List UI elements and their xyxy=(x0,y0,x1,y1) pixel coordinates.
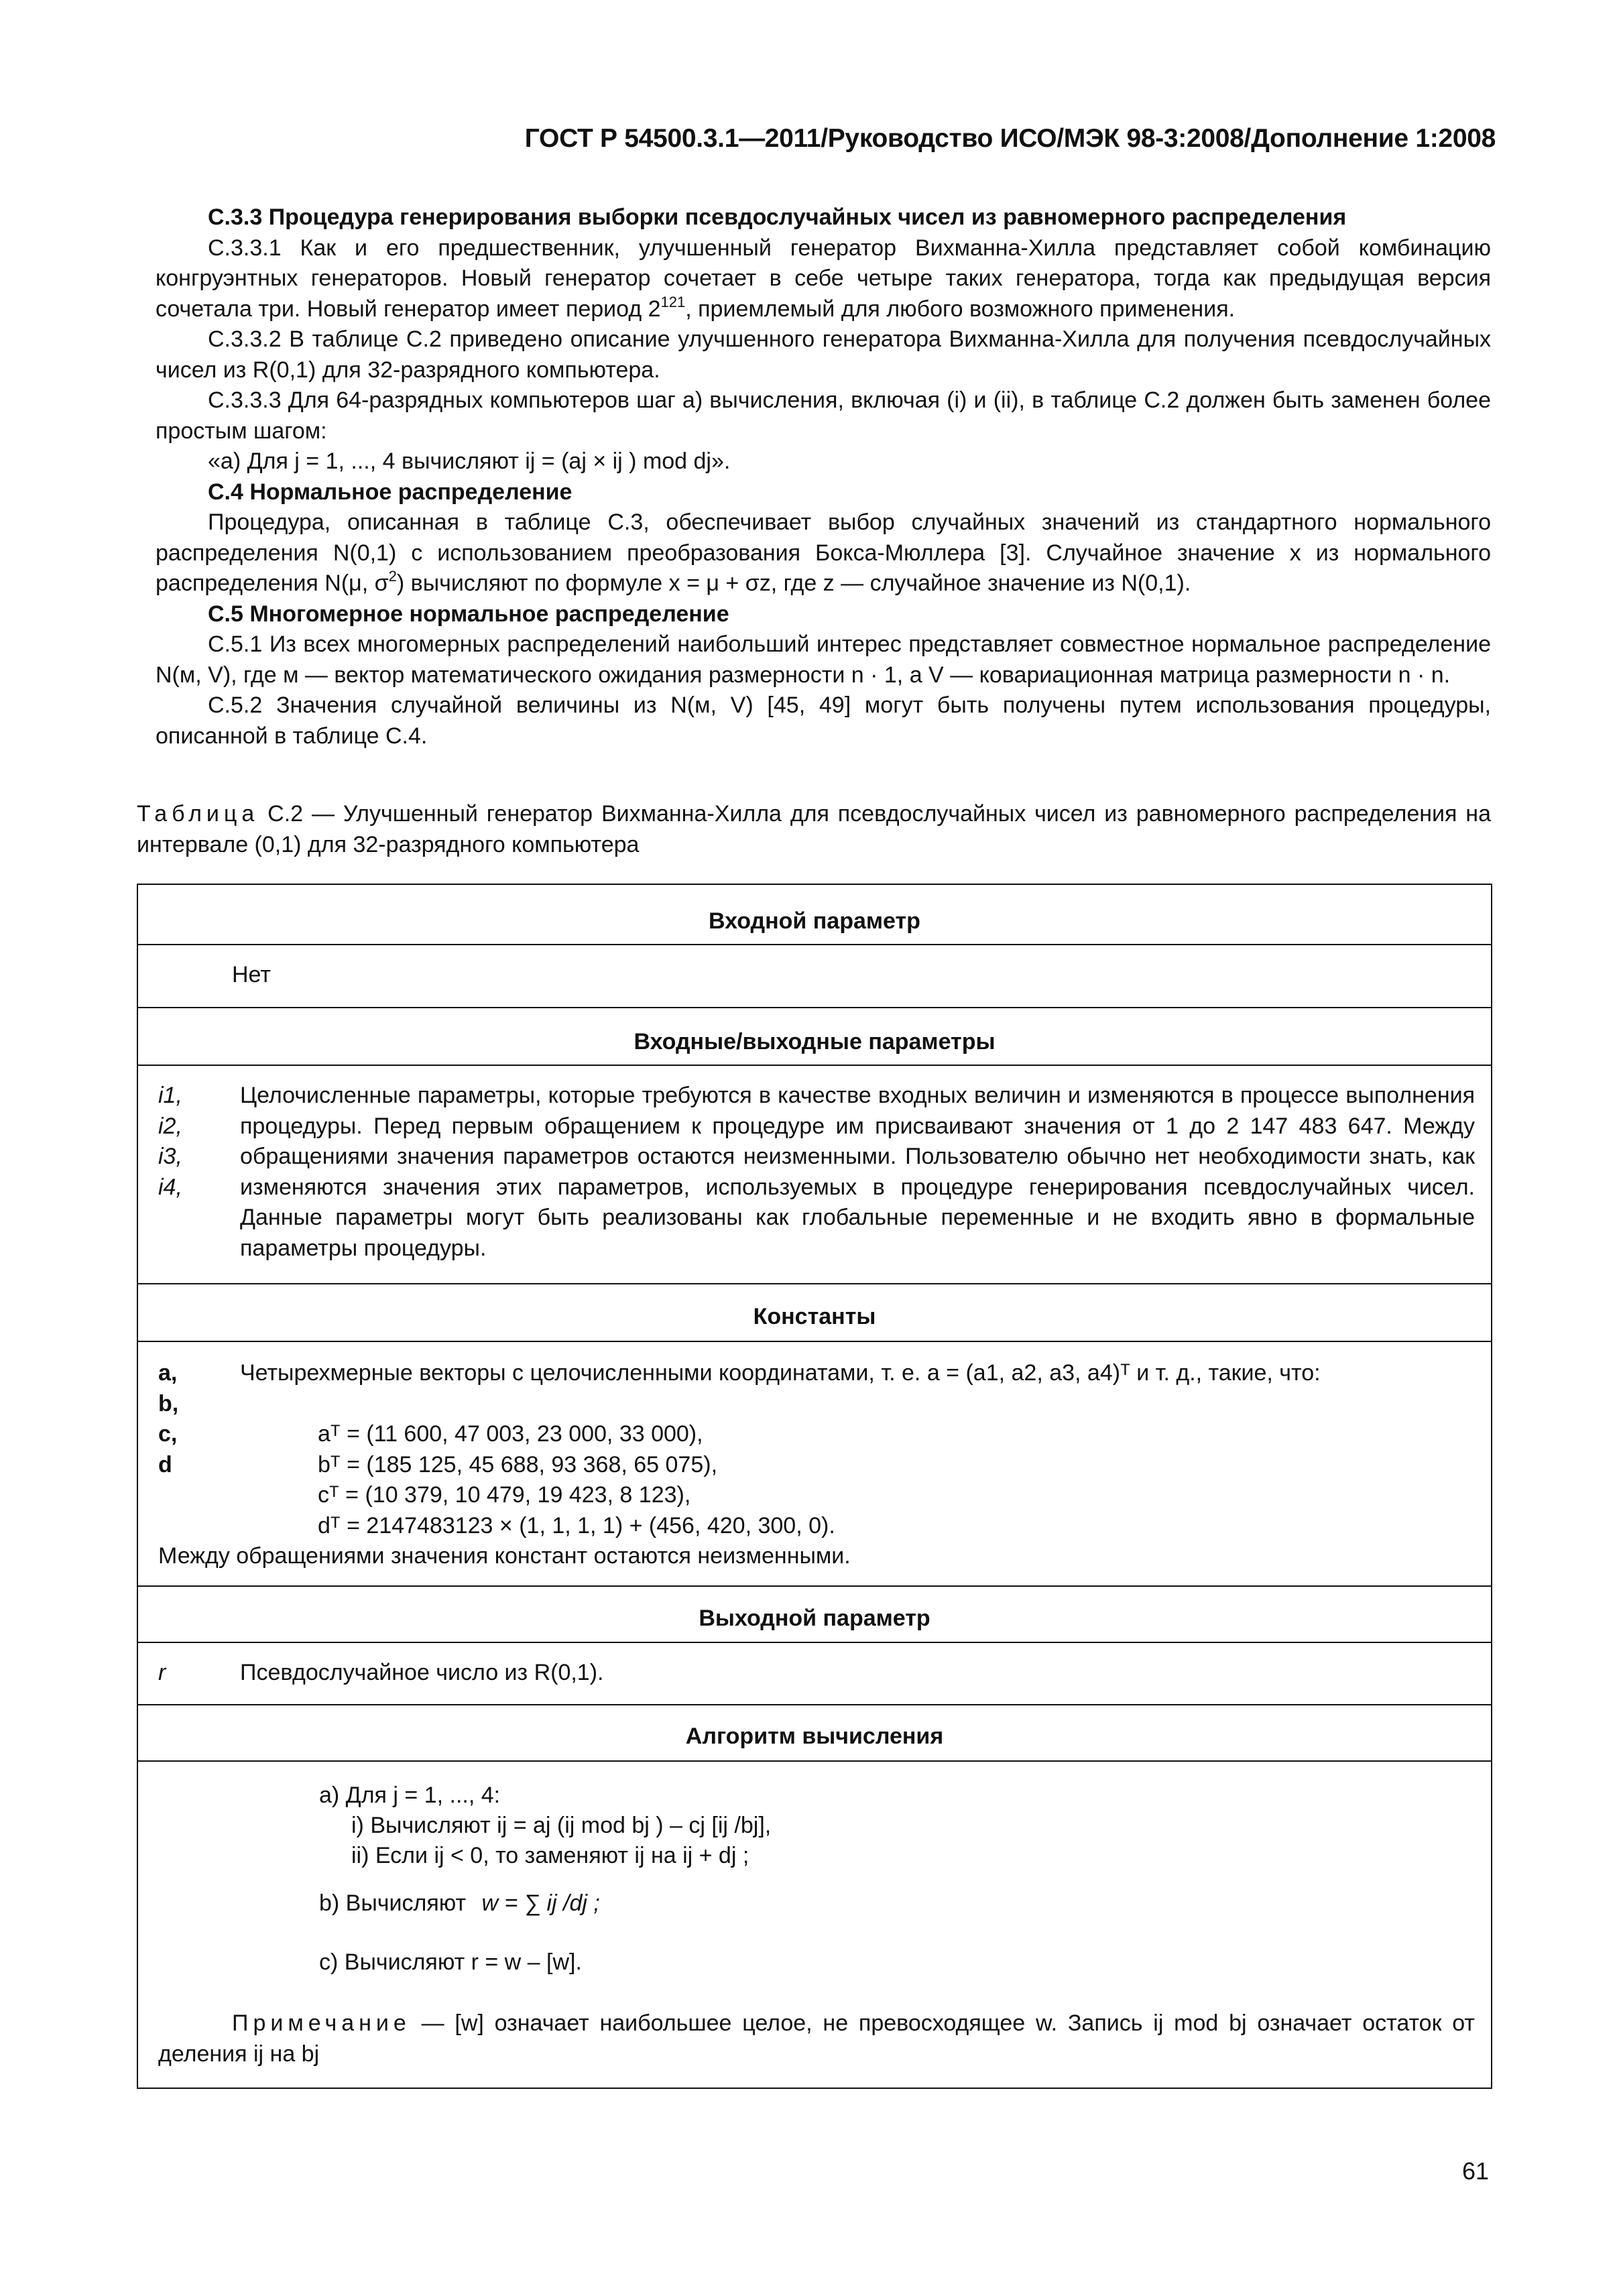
table-divider xyxy=(138,944,1491,945)
algorithm-step-a-ii: ii) Если ij < 0, то заменяют ij на ij + dj ; xyxy=(351,1843,749,1868)
paragraph-c333: С.3.3.3 Для 64-разрядных компьютеров шаг а) вычисления, включая (i) и (ii), в таблице С.2 должен быть заменен более простым шагом: xyxy=(156,387,1491,444)
constant-vector: bᵀ = (185 125, 45 688, 93 368, 65 075), xyxy=(318,1451,718,1477)
body-text xyxy=(156,202,1491,751)
paragraph-c331: С.3.3.1 Как и его предшественник, улучшенный генератор Вихманна-Хилла представляет собой комбинацию конгруэнтных генераторов. Новый генератор сочетает в себе четыре таких генератора, тогда как предыдущая версия сочетала три. Новый генератор имеет период $2^{121}$, приемлемый для любого возможного применения. xyxy=(156,235,1491,322)
algorithm-step-c: c) Вычисляют r = w – [w]. xyxy=(319,1949,582,1975)
constant-labels xyxy=(158,1358,178,1480)
table-divider xyxy=(138,1704,1491,1705)
output-label: r xyxy=(158,1660,166,1685)
section-c4-title: С.4 Нормальное распределение xyxy=(208,479,573,505)
paragraph-c4: Процедура, описанная в таблице С.3, обеспечивает выбор случайных значений из стандартного нормального распределения N(0,1) с использованием преобразования Бокса-Мюллера [3]. Случайное значение x из нормального распределения N(μ, $\sigma^2$) вычисляют по формуле x = μ + σz, где z — случайное значение из N(0,1). xyxy=(156,509,1491,596)
io-label: i1, xyxy=(158,1083,182,1108)
io-label: i3, xyxy=(158,1144,182,1169)
output-description: Псевдослучайное число из R(0,1). xyxy=(240,1660,604,1685)
constant-label: a, xyxy=(158,1360,178,1386)
algorithm-step-a-i: i) Вычисляют ij = aj (ij mod bj ) – cj [ij /bj], xyxy=(351,1813,772,1838)
paragraph-c332: С.3.3.2 В таблице С.2 приведено описание улучшенного генератора Вихманна-Хилла для получения псевдослучайных чисел из R(0,1) для 32-разрядного компьютера. xyxy=(156,326,1491,383)
table-divider xyxy=(138,1283,1491,1284)
table-divider xyxy=(138,1585,1491,1587)
io-description: Целочисленные параметры, которые требуются в качестве входных величин и изменяются в процессе выполнения процедуры. Перед первым обращением к процедуре им присваивают значения от 1 до 2 147 483 647. Между обращениями значения параметров остаются неизменными. Пользователю обычно нет необходимости знать, как изменяются значения этих параметров, используемых в процедуре генерирования псевдослучайных чисел. Данные параметры могут быть реализованы как глобальные переменные и не входить явно в формальные параметры процедуры. xyxy=(240,1083,1475,1261)
constant-vector: aᵀ = (11 600, 47 003, 23 000, 33 000), xyxy=(318,1421,703,1447)
algorithm-step-b-formula: w = ∑ ij /dj ; xyxy=(481,1890,600,1916)
table-header-constants: Константы xyxy=(753,1304,876,1329)
paragraph-c51: С.5.1 Из всех многомерных распределений наибольший интерес представляет совместное нормальное распределение N(м, V), где м — вектор математического ожидания размерности n · 1, а V — ковариационная матрица размерности n · n. xyxy=(156,631,1491,688)
paragraph-c333-step: «а) Для j = 1, ..., 4 вычисляют ij = (aj × ij ) mod dj». xyxy=(208,448,731,474)
algorithm-step-b-label: b) Вычисляют xyxy=(319,1890,467,1916)
page-number: 61 xyxy=(1461,2157,1489,2185)
table-divider xyxy=(138,1760,1491,1762)
table-header-input: Входной параметр xyxy=(709,908,920,934)
table-divider xyxy=(138,1007,1491,1008)
constant-label: c, xyxy=(158,1421,178,1447)
io-label: i4, xyxy=(158,1174,182,1200)
algorithm-step-b xyxy=(319,1888,600,1919)
table-header-algorithm: Алгоритм вычисления xyxy=(685,1724,944,1749)
input-value: Нет xyxy=(232,962,271,987)
table-header-output: Выходной параметр xyxy=(699,1606,930,1631)
table-divider xyxy=(138,1642,1491,1643)
constant-label: b, xyxy=(158,1390,179,1416)
table-caption: Таблица С.2 — Улучшенный генератор Вихманна-Хилла для псевдослучайных чисел из равномерного распределения на интервале (0,1) для 32-разрядного компьютера xyxy=(137,801,1491,857)
section-c33-title: С.3.3 Процедура генерирования выборки псевдослучайных чисел из равномерного распределения xyxy=(208,204,1347,230)
section-c5-title: С.5 Многомерное нормальное распределение xyxy=(208,601,729,627)
constant-vector: dᵀ = 2147483123 × (1, 1, 1, 1) + (456, 420, 300, 0). xyxy=(318,1512,835,1538)
constants-note: Между обращениями значения констант остаются неизменными. xyxy=(158,1543,851,1569)
table-header-io: Входные/выходные параметры xyxy=(634,1029,996,1054)
table-divider xyxy=(138,1065,1491,1066)
table-c2 xyxy=(137,884,1492,2089)
table-divider xyxy=(138,1341,1491,1342)
paragraph-c52: С.5.2 Значения случайной величины из N(м, V) [45, 49] могут быть получены путем использования процедуры, описанной в таблице С.4. xyxy=(156,692,1491,749)
constants-intro: Четырехмерные векторы с целочисленными координатами, т. е. a = (a1, a2, a3, a4)ᵀ и т. д., такие, что: xyxy=(240,1360,1321,1386)
constants-vectors xyxy=(318,1419,835,1541)
algorithm-step-a: а) Для j = 1, ..., 4: xyxy=(319,1783,501,1808)
document-header: ГОСТ Р 54500.3.1—2011/Руководство ИСО/МЭК 98-3:2008/Дополнение 1:2008 xyxy=(524,124,1496,153)
io-label: i2, xyxy=(158,1113,182,1139)
io-labels xyxy=(158,1081,182,1203)
table-note: Примечание — [w] означает наибольшее целое, не превосходящее w. Запись ij mod bj означает остаток от деления ij на bj xyxy=(158,2010,1475,2067)
constant-label: d xyxy=(158,1451,172,1477)
constant-vector: cᵀ = (10 379, 10 479, 19 423, 8 123), xyxy=(318,1482,691,1508)
